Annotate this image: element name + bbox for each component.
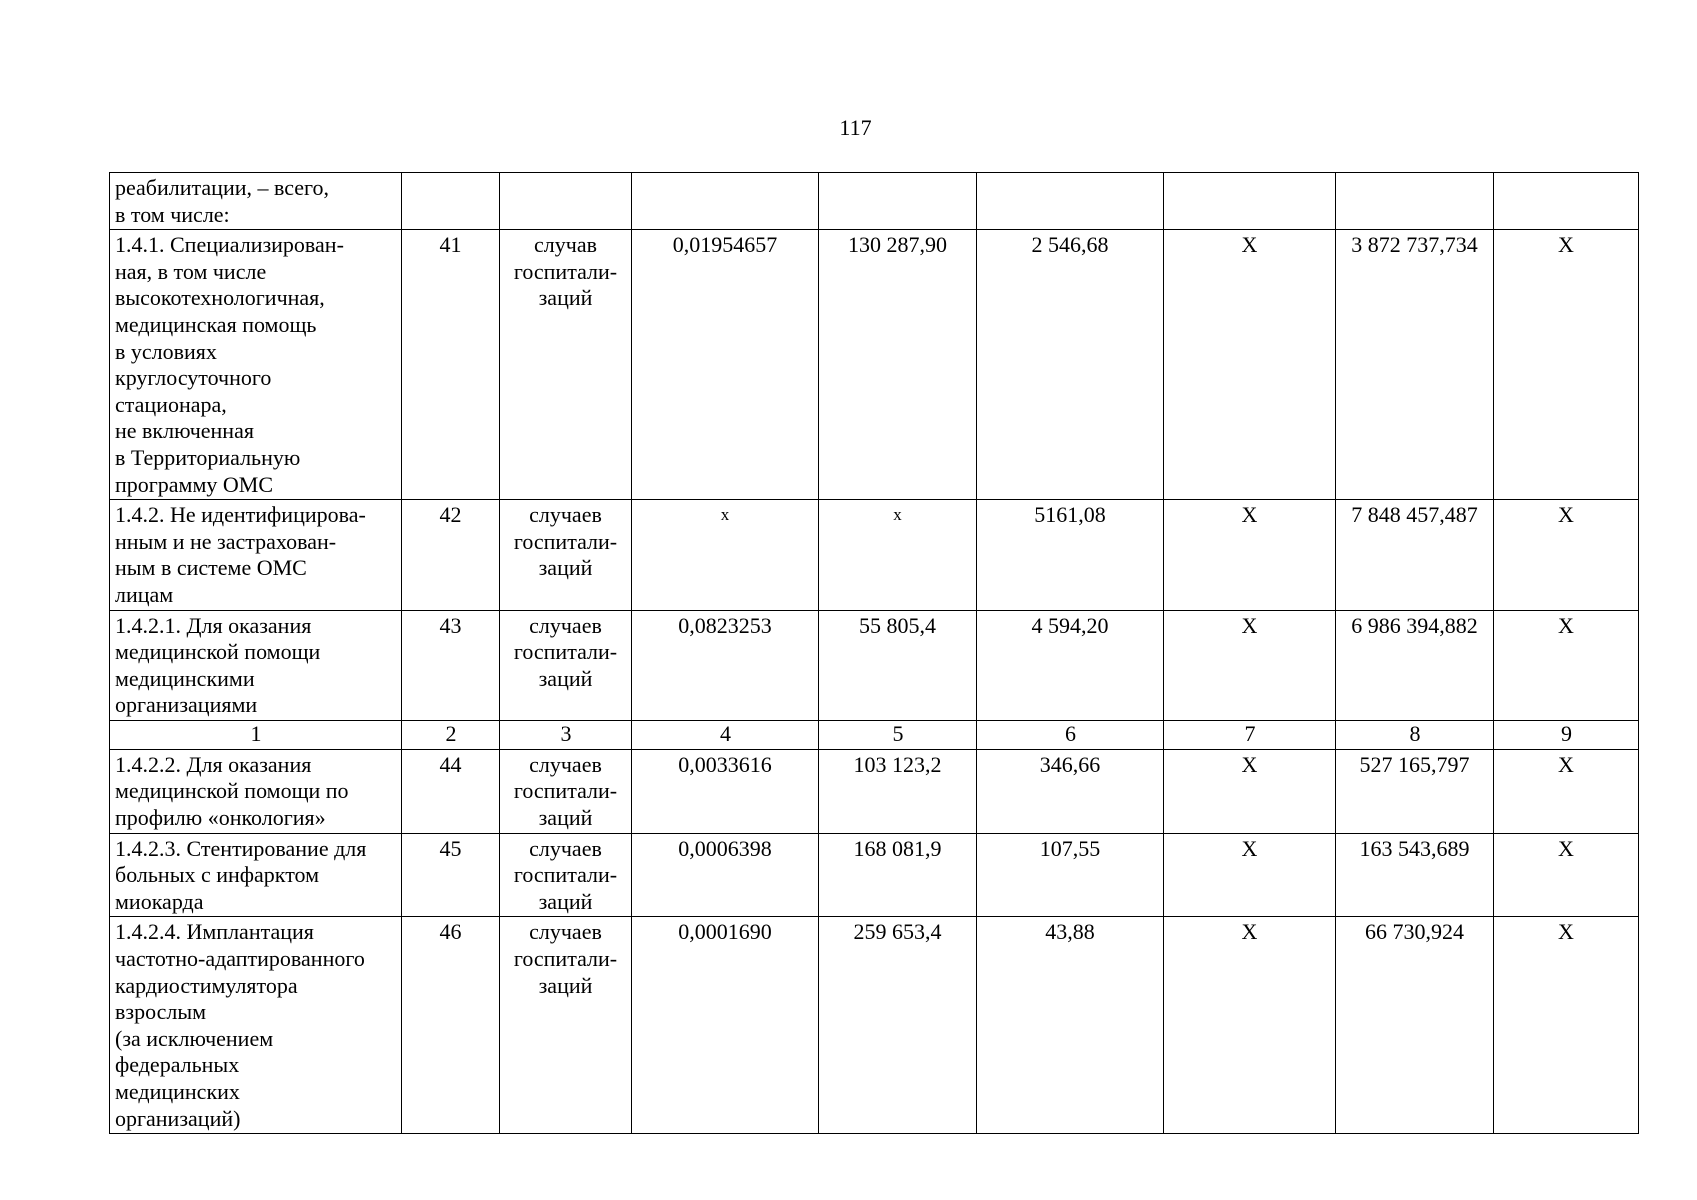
value-cell-8: 163 543,689 xyxy=(1336,833,1494,917)
column-number-cell: 5 xyxy=(819,720,977,749)
row-number-cell: 42 xyxy=(402,500,500,610)
value-cell-8 xyxy=(1336,173,1494,230)
unit-cell: случаев госпитали- заций xyxy=(500,500,632,610)
value-cell-9 xyxy=(1494,173,1639,230)
column-number-cell: 4 xyxy=(632,720,819,749)
value-cell-5: 130 287,90 xyxy=(819,230,977,500)
value-cell-8: 527 165,797 xyxy=(1336,749,1494,833)
table-row xyxy=(110,610,1639,720)
row-name-cell: 1.4.2.2. Для оказания медицинской помощи по профилю «онкология» xyxy=(110,749,402,833)
column-number-row xyxy=(110,720,1639,749)
value-cell-6: 346,66 xyxy=(977,749,1164,833)
value-cell-5: 168 081,9 xyxy=(819,833,977,917)
value-cell-9: X xyxy=(1494,917,1639,1134)
value-cell-4: 0,0001690 xyxy=(632,917,819,1134)
value-cell-9: X xyxy=(1494,230,1639,500)
value-cell-5 xyxy=(819,173,977,230)
column-number-cell: 1 xyxy=(110,720,402,749)
column-number-cell: 7 xyxy=(1164,720,1336,749)
value-cell-7: X xyxy=(1164,833,1336,917)
row-number-cell: 46 xyxy=(402,917,500,1134)
table-row xyxy=(110,917,1639,1134)
value-cell-9: X xyxy=(1494,610,1639,720)
value-cell-8: 7 848 457,487 xyxy=(1336,500,1494,610)
table-row xyxy=(110,500,1639,610)
value-cell-7: X xyxy=(1164,610,1336,720)
value-cell-5: 103 123,2 xyxy=(819,749,977,833)
column-number-cell: 6 xyxy=(977,720,1164,749)
value-cell-6: 107,55 xyxy=(977,833,1164,917)
value-cell-7: X xyxy=(1164,500,1336,610)
table-row xyxy=(110,833,1639,917)
value-cell-7: X xyxy=(1164,917,1336,1134)
row-name-cell: 1.4.2. Не идентифицирова- нным и не застрахован- ным в системе ОМС лицам xyxy=(110,500,402,610)
value-cell-4: 0,0033616 xyxy=(632,749,819,833)
value-cell-4 xyxy=(632,173,819,230)
value-cell-6 xyxy=(977,173,1164,230)
value-cell-6: 4 594,20 xyxy=(977,610,1164,720)
value-cell-7 xyxy=(1164,173,1336,230)
row-number-cell xyxy=(402,173,500,230)
row-name-cell: 1.4.2.1. Для оказания медицинской помощи медицинскими организациями xyxy=(110,610,402,720)
column-number-cell: 3 xyxy=(500,720,632,749)
unit-cell: случаев госпитали- заций xyxy=(500,917,632,1134)
value-cell-8: 3 872 737,734 xyxy=(1336,230,1494,500)
value-cell-8: 6 986 394,882 xyxy=(1336,610,1494,720)
row-number-cell: 45 xyxy=(402,833,500,917)
value-cell-5: 55 805,4 xyxy=(819,610,977,720)
row-name-cell: 1.4.2.3. Стентирование для больных с инфарктом миокарда xyxy=(110,833,402,917)
value-cell-9: X xyxy=(1494,500,1639,610)
row-name-cell: 1.4.1. Специализирован- ная, в том числе высокотехнологичная, медицинская помощь в условиях круглосуточного стационара, не включенная в Территориальную программу ОМС xyxy=(110,230,402,500)
value-cell-7: X xyxy=(1164,749,1336,833)
value-cell-5: 259 653,4 xyxy=(819,917,977,1134)
table-row xyxy=(110,230,1639,500)
row-number-cell: 43 xyxy=(402,610,500,720)
unit-cell: случав госпитали- заций xyxy=(500,230,632,500)
value-cell-6: 5161,08 xyxy=(977,500,1164,610)
row-name-cell: 1.4.2.4. Имплантация частотно-адаптированного кардиостимулятора взрослым (за исключением федеральных медицинских организаций) xyxy=(110,917,402,1134)
value-cell-6: 43,88 xyxy=(977,917,1164,1134)
value-cell-4: 0,0006398 xyxy=(632,833,819,917)
column-number-cell: 8 xyxy=(1336,720,1494,749)
value-cell-4: х xyxy=(632,500,819,610)
unit-cell: случаев госпитали- заций xyxy=(500,610,632,720)
table-row xyxy=(110,749,1639,833)
row-number-cell: 41 xyxy=(402,230,500,500)
column-number-cell: 2 xyxy=(402,720,500,749)
column-number-cell: 9 xyxy=(1494,720,1639,749)
table-row xyxy=(110,173,1639,230)
value-cell-5: х xyxy=(819,500,977,610)
value-cell-8: 66 730,924 xyxy=(1336,917,1494,1134)
value-cell-9: X xyxy=(1494,749,1639,833)
value-cell-4: 0,0823253 xyxy=(632,610,819,720)
value-cell-4: 0,01954657 xyxy=(632,230,819,500)
unit-cell: случаев госпитали- заций xyxy=(500,833,632,917)
unit-cell: случаев госпитали- заций xyxy=(500,749,632,833)
unit-cell xyxy=(500,173,632,230)
value-cell-9: X xyxy=(1494,833,1639,917)
row-name-cell: реабилитации, – всего, в том числе: xyxy=(110,173,402,230)
value-cell-6: 2 546,68 xyxy=(977,230,1164,500)
row-number-cell: 44 xyxy=(402,749,500,833)
value-cell-7: X xyxy=(1164,230,1336,500)
data-table xyxy=(109,172,1639,1134)
page-number: 117 xyxy=(839,115,872,140)
